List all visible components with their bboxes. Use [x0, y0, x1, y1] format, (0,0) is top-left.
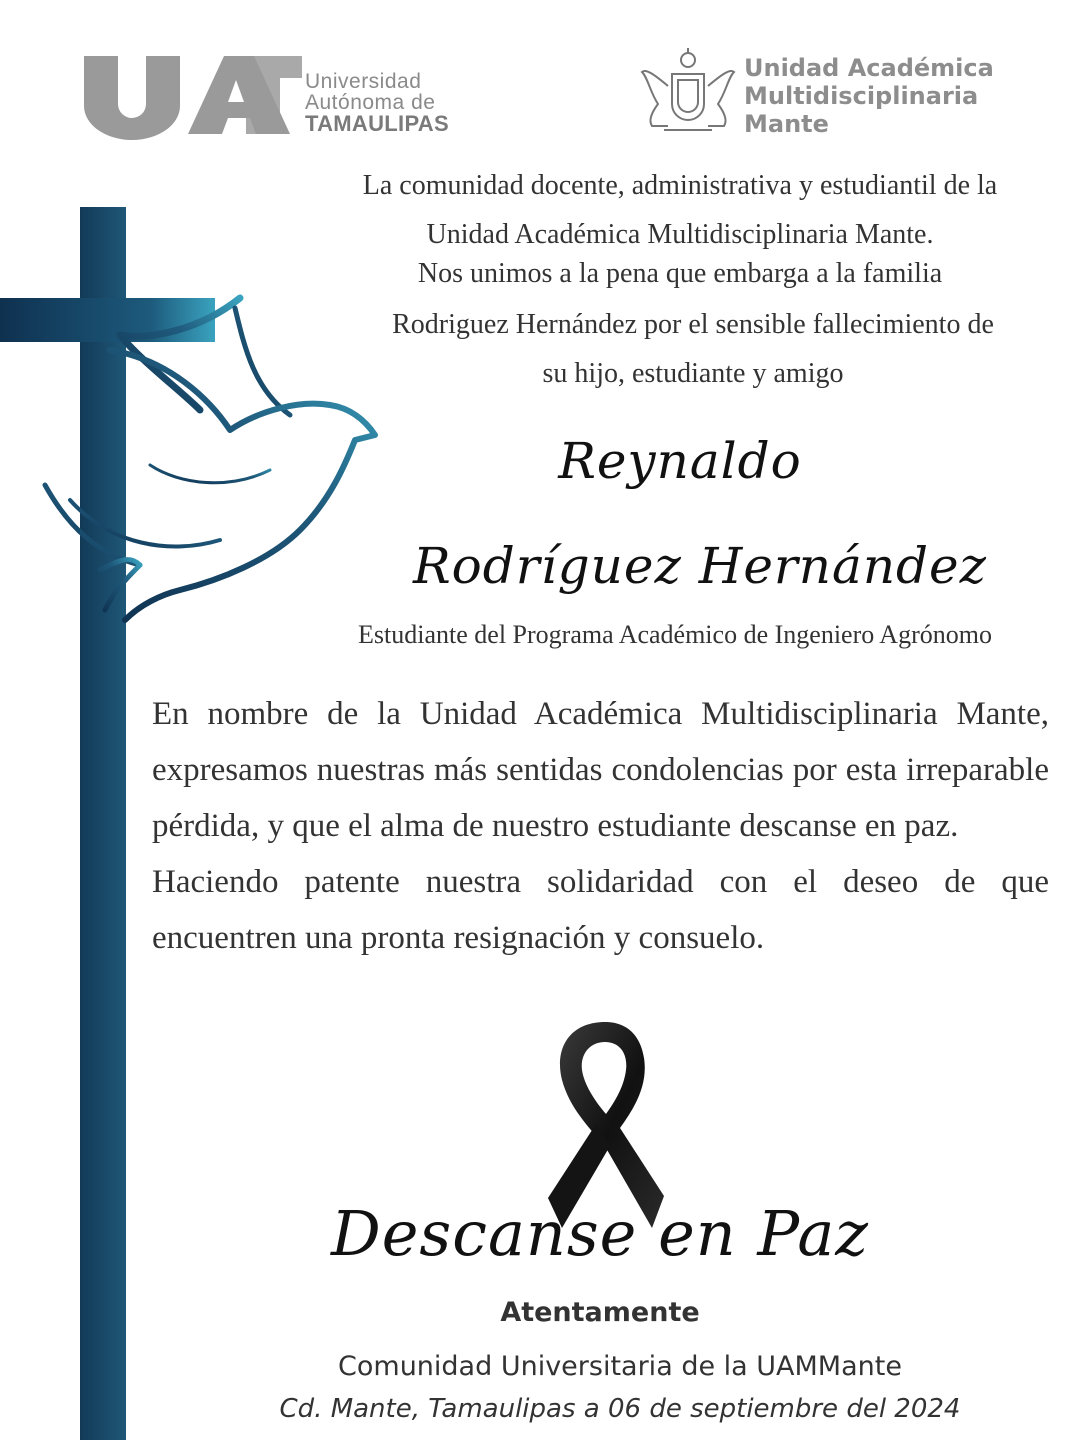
uat-logo-line2: Autónoma de [305, 91, 436, 114]
uam-logo-line1: Unidad Académica [744, 54, 994, 82]
deceased-program: Estudiante del Programa Académico de Ingeniero Agrónomo [358, 620, 992, 649]
intro-line-2: Unidad Académica Multidisciplinaria Mante. [426, 219, 934, 250]
signoff: Atentamente [500, 1297, 700, 1328]
uat-logo-line1: Universidad [305, 70, 422, 93]
message-paragraph-2: Haciendo patente nuestra solidaridad con el deseo de que encuentren una pronta resignación y consuelo. [152, 864, 1049, 956]
dove-icon [30, 290, 390, 640]
intro-line-1: La comunidad docente, administrativa y estudiantil de la [362, 170, 998, 201]
intro-line-3: Nos unimos a la pena que embarga a la familia [417, 258, 943, 289]
crest-icon [638, 46, 738, 136]
uam-logo-line2: Multidisciplinaria [744, 82, 979, 110]
place-and-date: Cd. Mante, Tamaulipas a 06 de septiembre del 2024 [279, 1394, 961, 1424]
rest-in-peace-title: Descanse en Paz [331, 1197, 869, 1270]
condolence-message [152, 686, 1049, 966]
message-paragraph-1: En nombre de la Unidad Académica Multidisciplinaria Mante, expresamos nuestras más sentidas condolencias por esta irreparable pérdida, y que el alma de nuestro estudiante descanse en paz. [152, 696, 1049, 844]
uat-logo-line3: TAMAULIPAS [305, 111, 449, 136]
deceased-first-name: Reynaldo [558, 432, 802, 490]
intro-line-5: su hijo, estudiante y amigo [542, 358, 844, 389]
uam-logo-line3: Mante [744, 110, 829, 138]
community-signature: Comunidad Universitaria de la UAMMante [338, 1351, 902, 1382]
deceased-last-names: Rodríguez Hernández [413, 537, 987, 595]
intro-line-4: Rodriguez Hernández por el sensible fallecimiento de [392, 309, 994, 340]
